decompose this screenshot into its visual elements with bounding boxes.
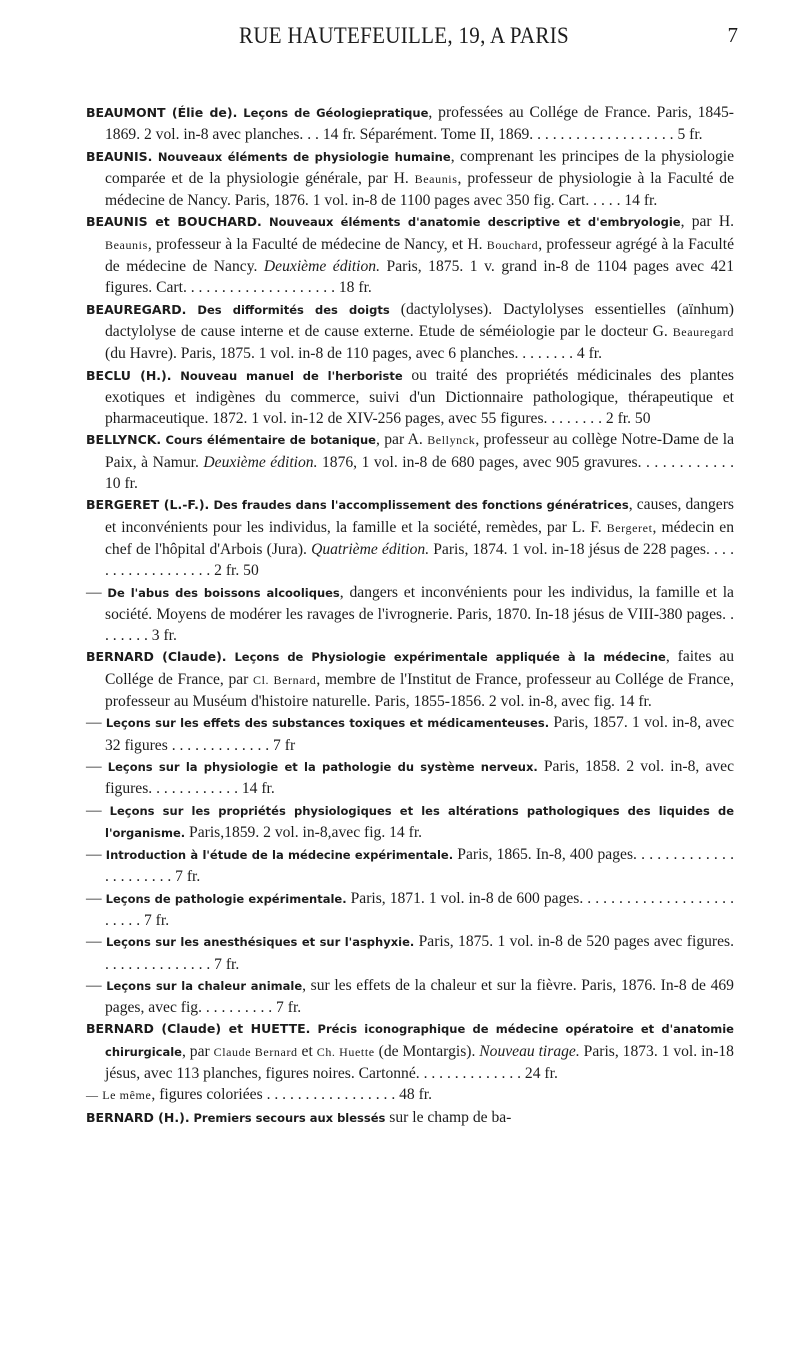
entry-title: Leçons sur les effets des substances toxiques et médicamenteuses. [105, 716, 550, 731]
entry-dash: — [86, 801, 102, 819]
entry-title: Des difformités des doigts [197, 302, 390, 317]
catalogue-entries [86, 102, 734, 1129]
entry-dash: — [86, 757, 102, 775]
entry-text: , comprenant les principes de la physiologie comparée et de la physiologie générale, par H. [105, 147, 734, 187]
entry-dash: — [86, 846, 102, 864]
entry-author: BEAUMONT (Élie de). [86, 105, 238, 120]
entry-author: BERNARD (Claude) et HUETTE. [86, 1021, 311, 1037]
entry-text: , par H. [680, 213, 734, 231]
entry-text: sur le champ de ba- [385, 1108, 512, 1126]
entry-author: BEAUREGARD. [86, 301, 187, 317]
entry-name: Beauregard [672, 324, 734, 339]
entry-text: , dangers et inconvénients pour les individus, la famille et la société. Moyens de modérer les ravages de l'ivrognerie. Paris, 1870. In-18 jésus de VIII-380 pages. . . . . . . . 3 fr. [105, 583, 734, 645]
entry-text: Paris, 1874. 1 vol. in-18 jésus de 228 pages. . . . . . . . . . . . . . . . . . 2 fr. 50 [105, 540, 734, 580]
entry-name: Cl. Bernard [253, 672, 317, 687]
entry-title: Cours élémentaire de botanique [165, 433, 376, 448]
entry-bergeret [86, 494, 734, 581]
entry-bernard-introduction [86, 844, 734, 888]
entry-title: Nouveaux éléments d'anatomie descriptive et d'embryologie [268, 215, 681, 230]
entry-text: , médecin en chef de l'hôpital d'Arbois (Jura). [105, 518, 735, 558]
entry-author: BEAUNIS. [86, 148, 153, 164]
entry-beaumont [86, 102, 734, 146]
entry-author: BERNARD (H.). [86, 1109, 190, 1125]
entry-dash: — [86, 889, 102, 907]
entry-title: Des fraudes dans l'accomplissement des fonctions génératrices [213, 498, 629, 513]
entry-text: , par A. [375, 431, 428, 449]
entry-dash: — [86, 933, 102, 951]
entry-bergeret-abus [86, 582, 734, 647]
entry-text: ou traité des propriétés médicinales des plantes exotiques et indigènes du commerce, suivi d'un Dictionnaire pathologique, thérapeutique et pharmaceutique. 1872. 1 vol. in-12 de XIV-256 pages, avec 55 figures. . . . . . . . 2 fr. 50 [105, 366, 735, 428]
entry-bernard-huette [86, 1018, 734, 1084]
entry-author: BECLU (H.). [86, 367, 172, 383]
entry-text: Paris, 1857. 1 vol. in-8, avec 32 figures . . . . . . . . . . . . . 7 fr [105, 714, 734, 754]
entry-title: Précis iconographique de médecine opératoire et d'anatomie chirurgicale [105, 1022, 734, 1059]
entry-title: Leçons sur la physiologie et la pathologie du système nerveux. [107, 759, 538, 774]
entry-text: , causes, dangers et inconvénients pour les individus, la famille et la société, remèdes, par L. F. [105, 496, 734, 536]
entry-text: et [297, 1042, 317, 1060]
page-number: 7 [727, 23, 738, 47]
entry-title: Nouveau manuel de l'herboriste [180, 368, 403, 383]
entry-text: , professeur à la Faculté de médecine de Nancy, et H. [147, 235, 487, 253]
entry-text: , faites au Collége de France, par [105, 648, 735, 688]
entry-text: (de Montargis). [374, 1042, 480, 1060]
entry-title: Leçons sur les propriétés physiologiques et les altérations pathologiques des liquides de l'organisme. [105, 803, 734, 840]
entry-text: , professeur de physiologie à la Faculté de médecine de Nancy. Paris, 1876. 1 vol. in-8 de 1100 pages avec 350 fig. Cart. . . . . 14 fr. [105, 169, 734, 210]
entry-name: Beaunis [105, 237, 148, 252]
entry-text: , membre de l'Institut de France, professeur au Collége de France, professeur au Muséum d'histoire naturelle. Paris, 1855-1856. 2 vol. in-8, avec fig. 14 fr. [105, 670, 734, 711]
entry-name: Bouchard [486, 237, 539, 252]
entry-title: Nouveaux éléments de physiologie humaine [157, 149, 451, 164]
entry-bernard-liquides [86, 800, 734, 845]
running-title: RUE HAUTEFEUILLE, 19, A PARIS [239, 21, 569, 49]
entry-name: Bergeret [606, 520, 653, 535]
entry-dash: — [86, 976, 102, 994]
entry-text: , sur les effets de la chaleur et sur la fièvre. Paris, 1876. In-8 de 469 pages, avec fig. . . . . . . . . . 7 fr. [105, 976, 734, 1017]
entry-author: BELLYNCK. [86, 432, 162, 448]
entry-edition: Quatrième édition. [311, 540, 430, 558]
entry-text: Paris, 1865. In-8, 400 pages. . . . . . . . . . . . . . . . . . . . . . 7 fr. [105, 846, 734, 886]
entry-text: , professeur agrégé à la Faculté de médecine de Nancy. [105, 235, 734, 276]
entry-text: (du Havre). Paris, 1875. 1 vol. in-8 de 110 pages, avec 6 planches. . . . . . . . 4 fr. [105, 345, 603, 363]
entry-edition: Deuxième édition. [263, 258, 381, 276]
entry-author: — Le même [86, 1088, 152, 1103]
entry-title: Leçons de Géologiepratique [243, 106, 429, 120]
entry-text: Paris, 1858. 2 vol. in-8, avec figures. . . . . . . . . . . . 14 fr. [105, 757, 734, 798]
entry-bernard-anesthesiques [86, 931, 734, 975]
entry-dash: — [86, 714, 102, 732]
entry-dash: — [86, 583, 102, 601]
entry-edition: Nouveau tirage. [479, 1042, 580, 1060]
entry-beaunis-bouchard [86, 211, 734, 298]
entry-author: BERNARD (Claude). [86, 649, 227, 665]
entry-text: Paris, 1875. 1 v. grand in-8 de 1104 pages avec 421 figures. Cart. . . . . . . . . . . . . . . . . . . . 18 fr. [105, 258, 734, 297]
entry-bernard-chaleur [86, 975, 734, 1019]
entry-bernard-nerveux [86, 756, 734, 800]
entry-title: Premiers secours aux blessés [193, 1110, 386, 1125]
entry-beauregard [86, 299, 734, 365]
entry-title: Leçons sur les anesthésiques et sur l'asphyxie. [105, 935, 415, 950]
entry-text: , professeur au collège Notre-Dame de la Paix, à Namur. [105, 431, 734, 471]
entry-title: Leçons de pathologie expérimentale. [105, 891, 347, 906]
entry-text: , professées au Collége de France. Paris, 1845-1869. 2 vol. in-8 avec planches. . . 14 fr. Séparément. Tome II, 1869. . . . . . . . . . . . . . . . . . . 5 fr. [105, 104, 735, 144]
entry-text: Paris, 1873. 1 vol. in-18 jésus, avec 113 planches, figures noires. Cartonné. . . . . . . . . . . . . . 24 fr. [105, 1042, 734, 1083]
entry-title: Introduction à l'étude de la médecine expérimentale. [105, 848, 454, 863]
entry-text: , par [181, 1042, 214, 1060]
entry-text: Paris, 1871. 1 vol. in-8 de 600 pages. . . . . . . . . . . . . . . . . . . . . . . . . 7 fr. [105, 889, 734, 929]
entry-beclu [86, 365, 734, 430]
entry-title: Leçons de Physiologie expérimentale appliquée à la médecine [234, 650, 666, 665]
entry-text: Paris, 1875. 1 vol. in-8 de 520 pages avec figures. . . . . . . . . . . . . . . 7 fr. [105, 933, 734, 973]
entry-text: (dactylolyses). Dactylolyses essentielles (aïnhum) dactylolyse de cause interne et de cause externe. Etude de séméiologie par le docteur G. [105, 300, 734, 340]
entry-author: BEAUNIS et BOUCHARD. [86, 214, 262, 230]
entry-name: Beaunis [414, 171, 458, 186]
entry-name: Bellynck [427, 433, 476, 448]
entry-name: Ch. Huette [316, 1044, 375, 1059]
entry-bernard [86, 646, 734, 712]
entry-bernard-h [86, 1107, 734, 1129]
entry-edition: Deuxième édition. [203, 453, 318, 471]
entry-beaunis [86, 146, 734, 212]
entry-bernard-toxiques [86, 712, 734, 756]
entry-title: Leçons sur la chaleur animale [106, 978, 303, 993]
page-header [70, 20, 738, 56]
entry-bellynck [86, 429, 734, 494]
entry-text: , figures coloriées . . . . . . . . . . . . . . . . . 48 fr. [151, 1086, 433, 1104]
entry-bernard-pathologie [86, 888, 734, 932]
entry-title: De l'abus des boissons alcooliques [107, 585, 340, 600]
entry-text: Paris,1859. 2 vol. in-8,avec fig. 14 fr. [185, 823, 423, 841]
entry-name: Claude Bernard [213, 1044, 298, 1059]
entry-text: 1876, 1 vol. in-8 de 680 pages, avec 905 gravures. . . . . . . . . . . . 10 fr. [105, 453, 734, 493]
entry-le-meme [86, 1084, 734, 1106]
entry-author: BERGERET (L.-F.). [86, 497, 210, 513]
